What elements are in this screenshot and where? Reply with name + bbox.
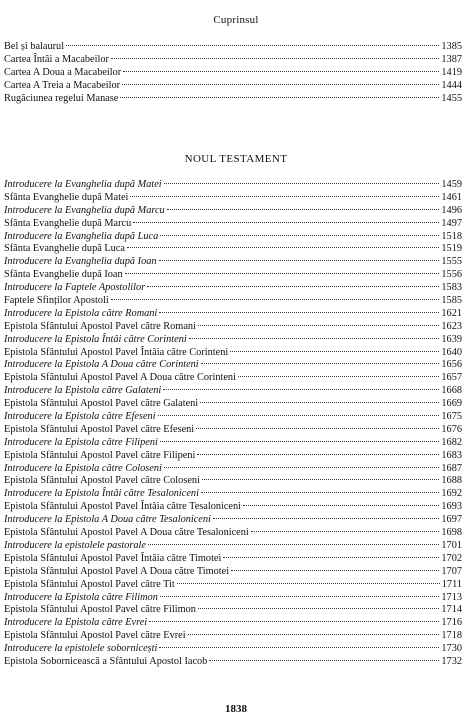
dot-leader [167,208,440,210]
toc-entry [4,93,462,106]
toc-entry-title: Introducere la Epistola către Evrei [4,617,148,629]
dot-leader [123,70,439,72]
toc-entry-page: 1702 [441,552,462,564]
toc-entry-page: 1682 [441,436,462,448]
dot-leader [189,337,440,339]
dot-leader [120,96,439,98]
toc-entry [4,334,462,347]
dot-leader [148,543,439,545]
toc-entry-title: Introducere la Epistola către Coloseni [4,462,162,474]
dot-leader [122,83,439,85]
toc-entry-title: Introducere la Epistola A Doua către Tesaloniceni [4,514,211,526]
dot-leader [130,195,439,197]
dot-leader [243,504,439,506]
toc-entry-page: 1639 [441,333,462,345]
toc-entry-title: Epistola Sfântului Apostol Pavel către Filimon [4,604,196,616]
toc-entry-title: Introducere la Evanghelia după Marcu [4,204,165,216]
dot-leader [111,57,439,59]
toc-entry [4,475,462,488]
dot-leader [160,234,439,236]
dot-leader [160,595,440,597]
toc-entry-page: 1669 [441,398,462,410]
toc-entry-page: 1714 [441,604,462,616]
toc-entry-page: 1701 [441,539,462,551]
dot-leader [164,466,440,468]
dot-leader [159,646,439,648]
toc-entry-title: Epistola Sobornicească a Sfântului Apostol Iacob [4,655,208,667]
toc-entry [4,656,462,669]
toc-entry-page: 1583 [441,282,462,294]
toc-entry [4,54,462,67]
dot-leader [230,350,439,352]
toc-entry-title: Introducere la Epistola către Efeseni [4,411,156,423]
page-number: 1838 [225,703,247,715]
toc-entry-title: Introducere la Epistola A Doua către Corinteni [4,359,199,371]
toc-entry-page: 1459 [441,179,462,190]
toc-entry [4,398,462,411]
toc-entry-page: 1621 [441,307,462,319]
toc-entry [4,205,462,218]
toc-entry-title: Epistola Sfântului Apostol Pavel Întâia către Timotei [4,552,222,564]
toc-entry-page: 1716 [441,617,462,629]
toc-entry-title: Introducere la Faptele Apostolilor [4,282,146,294]
toc-entry-title: Epistola Sfântului Apostol Pavel către Romani [4,320,196,332]
dot-leader [201,491,439,493]
toc-entry [4,604,462,617]
running-head: Cuprinsul [213,14,259,26]
toc-entry-page: 1688 [441,475,462,487]
dot-leader [158,414,440,416]
toc-entry [4,80,462,93]
toc-entry [4,501,462,514]
dot-leader [197,453,439,455]
toc-entry-page: 1385 [441,41,462,52]
toc-entry-page: 1585 [441,295,462,307]
toc-entry-page: 1697 [441,514,462,526]
toc-entry-title: Epistola Sfântului Apostol Pavel Întâia către Tesaloniceni [4,501,242,513]
toc-entry-title: Cartea A Treia a Macabeilor [4,79,121,91]
toc-entry [4,269,462,282]
toc-entry-page: 1732 [441,655,462,667]
toc-entry-page: 1683 [441,449,462,461]
toc-entry [4,67,462,80]
section-heading: NOUL TESTAMENT [184,153,288,165]
toc-entry [4,566,462,579]
dot-leader [201,362,440,364]
dot-leader [160,440,440,442]
dot-leader [213,517,440,519]
dot-leader [202,478,440,480]
toc-entry-title: Introducere la Evanghelia după Matei [4,179,162,190]
toc-entry-page: 1623 [441,320,462,332]
toc-entry-title: Introducere la epistolele pastorale [4,539,146,551]
toc-entry [4,450,462,463]
toc-entry-title: Epistola Sfântului Apostol Pavel către Filipeni [4,449,196,461]
toc-entry-page: 1730 [441,643,462,655]
toc-entry-title: Sfânta Evanghelie după Ioan [4,269,123,281]
toc-entry-page: 1668 [441,385,462,397]
dot-leader [159,311,439,313]
toc-entry-title: Epistola Sfântului Apostol Pavel către Evrei [4,630,186,642]
toc-entry-title: Introducere la epistolele sobornicești [4,643,158,655]
toc-entry [4,385,462,398]
toc-entry-page: 1656 [441,359,462,371]
toc-entry-title: Epistola Sfântului Apostol Pavel către Coloseni [4,475,200,487]
toc-entry-page: 1713 [441,591,462,603]
toc-entry [4,437,462,450]
toc-entry [4,592,462,605]
toc-entry-page: 1419 [441,66,462,78]
toc-entry-page: 1676 [441,423,462,435]
toc-entry-page: 1693 [441,501,462,513]
dot-leader [125,272,440,274]
toc-entry-page: 1718 [441,630,462,642]
toc-entry-title: Epistola Sfântului Apostol Pavel Întâia către Corinteni [4,346,229,358]
dot-leader [149,620,439,622]
toc-entry [4,643,462,656]
toc-entry [4,617,462,630]
toc-entry-page: 1698 [441,527,462,539]
toc-entry [4,41,462,54]
toc-entry-title: Introducere la Epistola către Filipeni [4,436,158,448]
toc-entry-title: Sfânta Evanghelie după Luca [4,243,125,255]
dot-leader [66,44,439,46]
toc-entry-title: Sfânta Evanghelie după Marcu [4,217,132,229]
toc-entry [4,295,462,308]
toc-entry [4,308,462,321]
toc-entry [4,359,462,372]
toc-entry-title: Cartea A Doua a Macabeilor [4,66,122,78]
toc-entry [4,243,462,256]
toc-entry-title: Introducere la Epistola către Romani [4,307,158,319]
toc-new-testament-list [4,179,462,669]
toc-entry-page: 1461 [441,191,462,203]
toc-top-list [4,41,462,105]
dot-leader [223,556,439,558]
dot-leader [231,569,439,571]
dot-leader [127,246,439,248]
toc-entry-title: Rugăciunea regelui Manase [4,92,119,104]
toc-entry-title: Introducere la Evanghelia după Luca [4,230,159,242]
toc-entry-page: 1455 [441,92,462,104]
toc-entry [4,514,462,527]
toc-entry-title: Epistola Sfântului Apostol Pavel către Galateni [4,398,199,410]
toc-entry-title: Epistola Sfântului Apostol Pavel către Efeseni [4,423,195,435]
toc-entry-page: 1675 [441,411,462,423]
toc-entry [4,424,462,437]
dot-leader [147,285,439,287]
dot-leader [198,324,440,326]
toc-entry-page: 1497 [441,217,462,229]
dot-leader [159,259,440,261]
toc-entry-page: 1519 [441,243,462,255]
toc-entry-page: 1692 [441,488,462,500]
toc-entry-page: 1518 [441,230,462,242]
toc-entry [4,579,462,592]
toc-entry [4,630,462,643]
toc-entry-title: Epistola Sfântului Apostol Pavel A Doua către Corinteni [4,372,236,384]
dot-leader [188,633,440,635]
toc-entry-page: 1496 [441,204,462,216]
toc-entry [4,179,462,192]
toc-entry [4,347,462,360]
dot-leader [133,221,439,223]
toc-entry [4,527,462,540]
toc-entry [4,540,462,553]
toc-entry-title: Faptele Sfinților Apostoli [4,295,109,307]
toc-entry [4,372,462,385]
toc-entry-title: Introducere la Epistola Întâi către Corinteni [4,333,187,345]
toc-entry [4,192,462,205]
toc-entry-page: 1711 [441,578,462,590]
toc-entry-page: 1687 [441,462,462,474]
dot-leader [209,659,439,661]
toc-entry-title: Bel și balaurul [4,41,65,52]
toc-entry-page: 1657 [441,372,462,384]
toc-entry-title: Epistola Sfântului Apostol Pavel A Doua către Timotei [4,565,230,577]
toc-entry-page: 1444 [441,79,462,91]
dot-leader [163,388,439,390]
toc-entry-title: Cartea Întâi a Macabeilor [4,53,109,65]
dot-leader [164,182,440,184]
toc-entry [4,218,462,231]
toc-entry-title: Introducere la Epistola către Filimon [4,591,158,603]
toc-entry-page: 1387 [441,53,462,65]
toc-entry-title: Epistola Sfântului Apostol Pavel A Doua către Tesaloniceni [4,527,249,539]
dot-leader [198,607,440,609]
toc-entry-page: 1556 [441,269,462,281]
toc-entry [4,321,462,334]
dot-leader [111,298,440,300]
toc-entry [4,553,462,566]
dot-leader [177,582,440,584]
toc-entry [4,411,462,424]
toc-entry-page: 1707 [441,565,462,577]
dot-leader [200,401,439,403]
toc-entry-page: 1555 [441,256,462,268]
toc-entry-title: Introducere la Epistola Întâi către Tesaloniceni [4,488,199,500]
toc-entry-title: Introducere la Epistola către Galateni [4,385,162,397]
toc-entry [4,231,462,244]
toc-entry-title: Epistola Sfântului Apostol Pavel către Tit [4,578,175,590]
toc-entry-title: Introducere la Evanghelia după Ioan [4,256,157,268]
toc-entry [4,256,462,269]
dot-leader [251,530,440,532]
toc-entry [4,463,462,476]
toc-entry [4,488,462,501]
toc-entry-title: Sfânta Evanghelie după Matei [4,191,129,203]
dot-leader [238,375,439,377]
dot-leader [196,427,439,429]
toc-entry [4,282,462,295]
toc-entry-page: 1640 [441,346,462,358]
